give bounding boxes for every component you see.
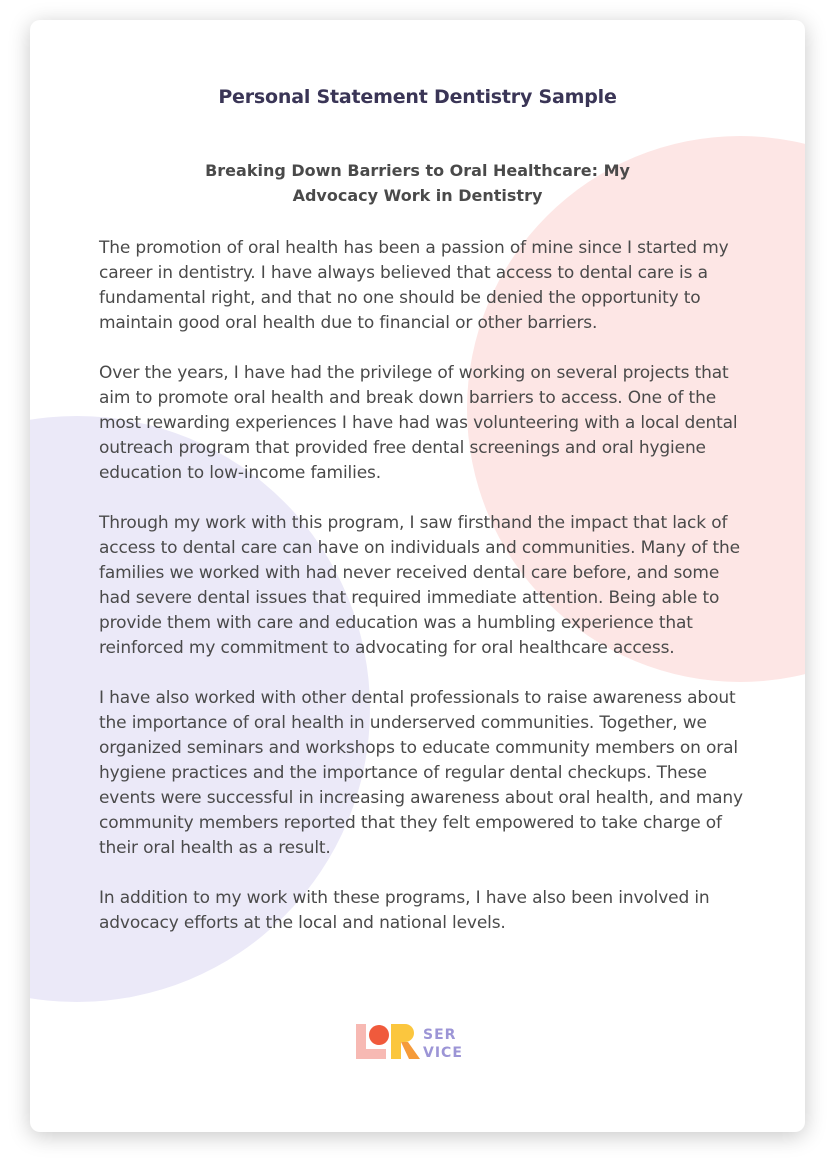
logo-letter-r-bowl: [401, 1024, 414, 1042]
document-card: [30, 20, 805, 1132]
document-subtitle: Breaking Down Barriers to Oral Healthcare: My Advocacy Work in Dentistry: [205, 161, 630, 205]
paragraph-3: Through my work with this program, I saw firsthand the impact that lack of access to dental care can have on individuals and communities. Many of the families we worked with had never received dental care before, and some had severe dental issues that required immediate attention. Being able to provide them with care and education was a humbling experience that reinforced my commitment to advocating for oral healthcare access.: [99, 513, 740, 658]
paragraph-1: The promotion of oral health has been a passion of mine since I started my career in dentistry. I have always believed that access to dental care is a fundamental right, and that no one should be denied the opportunity to maintain good oral health due to financial or other barriers.: [99, 238, 729, 333]
lor-service-logo: [356, 1021, 480, 1063]
paragraph-4: I have also worked with other dental professionals to raise awareness about the importance of oral health in underserved communities. Together, we organized seminars and workshops to educate community members on oral hygiene practices and the importance of regular dental checkups. These events were successful in increasing awareness about oral health, and many community members reported that they felt empowered to take charge of their oral health as a result.: [99, 688, 743, 858]
document-body: [99, 236, 751, 961]
logo-text-top: SER: [423, 1027, 457, 1043]
logo-letter-l-foot: [356, 1049, 386, 1059]
paragraph-5: In addition to my work with these programs, I have also been involved in advocacy efforts at the local and national levels.: [99, 888, 710, 933]
logo-letter-r-stem: [391, 1024, 401, 1059]
logo-dot: [369, 1025, 389, 1045]
logo-letter-r-leg: [401, 1042, 420, 1059]
paragraph-2: Over the years, I have had the privilege of working on several projects that aim to promote oral health and break down barriers to access. One of the most rewarding experiences I have had was volunteering with a local dental outreach program that provided free dental screenings and oral hygiene education to low-income families.: [99, 363, 738, 483]
logo-text-bottom: VICE: [423, 1045, 463, 1061]
page-title: Personal Statement Dentistry Sample: [218, 86, 617, 108]
document-content: [30, 20, 805, 1132]
